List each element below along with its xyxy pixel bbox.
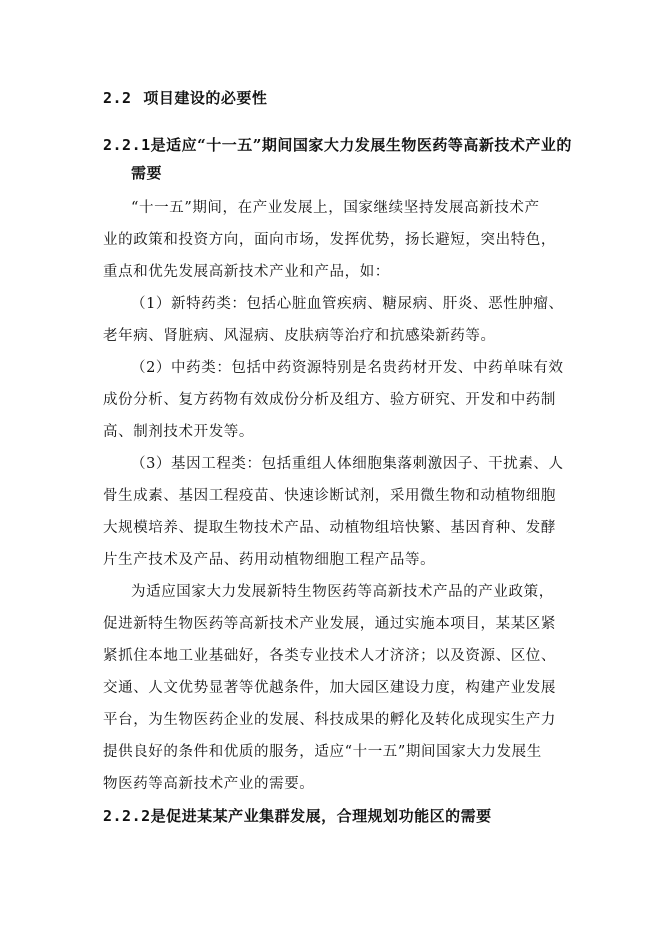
section-number: 2.2 — [103, 89, 132, 107]
list-item-line: （3）基因工程类：包括重组人体细胞集落刺激因子、干扰素、人 — [131, 456, 564, 472]
section-title-line1: 是适应“十一五”期间国家大力发展生物医药等高新技术产业的 — [150, 136, 572, 154]
section-heading-2-2 — [103, 88, 267, 108]
paragraph-line: 平台，为生物医药企业的发展、科技成果的孵化及转化成现实生产力 — [103, 712, 556, 728]
list-item-line: 高、制剂技术开发等。 — [103, 424, 254, 440]
list-item-line: 片生产技术及产品、药用动植物细胞工程产品等。 — [103, 552, 436, 568]
section-title: 项目建设的必要性 — [143, 89, 268, 107]
list-item-line: （2）中药类：包括中药资源特别是名贵药材开发、中药单味有效 — [131, 360, 564, 376]
section-title-line2: 需要 — [131, 164, 163, 182]
section-heading-2-2-1 — [103, 135, 572, 155]
section-title: 是促进某某产业集群发展，合理规划功能区的需要 — [150, 807, 492, 825]
section-number: 2.2.2 — [103, 807, 151, 825]
paragraph-line: 物医药等高新技术产业的需要。 — [103, 776, 315, 792]
paragraph-line: 交通、人文优势显著等优越条件，加大园区建设力度，构建产业发展 — [103, 680, 556, 696]
paragraph-line: 提供良好的条件和优质的服务，适应“十一五”期间国家大力发展生 — [103, 744, 542, 760]
section-heading-2-2-2 — [103, 806, 492, 826]
paragraph-line: 重点和优先发展高新技术产业和产品，如： — [103, 264, 390, 280]
paragraph-line: 业的政策和投资方向，面向市场，发挥优势，扬长避短，突出特色， — [103, 232, 556, 248]
paragraph-line: 促进新特生物医药等高新技术产业发展，通过实施本项目，某某区紧 — [103, 616, 556, 632]
list-item-line: 老年病、肾脏病、风湿病、皮肤病等治疗和抗感染新药等。 — [103, 328, 496, 344]
list-item-line: 骨生成素、基因工程疫苗、快速诊断试剂，采用微生物和动植物细胞 — [103, 488, 556, 504]
list-item-line: 成份分析、复方药物有效成份分析及组方、验方研究、开发和中药制 — [103, 392, 556, 408]
paragraph-line: 为适应国家大力发展新特生物医药等高新技术产品的产业政策， — [131, 584, 554, 600]
list-item-line: 大规模培养、提取生物技术产品、动植物组培快繁、基因育种、发酵 — [103, 520, 556, 536]
section-number: 2.2.1 — [103, 136, 151, 154]
paragraph-line: “十一五”期间，在产业发展上，国家继续坚持发展高新技术产 — [131, 200, 540, 216]
list-item-line: （1）新特药类：包括心脏血管疾病、糖尿病、肝炎、恶性肿瘤、 — [131, 296, 564, 312]
paragraph-line: 紧抓住本地工业基础好，各类专业技术人才济济；以及资源、区位、 — [103, 648, 556, 664]
